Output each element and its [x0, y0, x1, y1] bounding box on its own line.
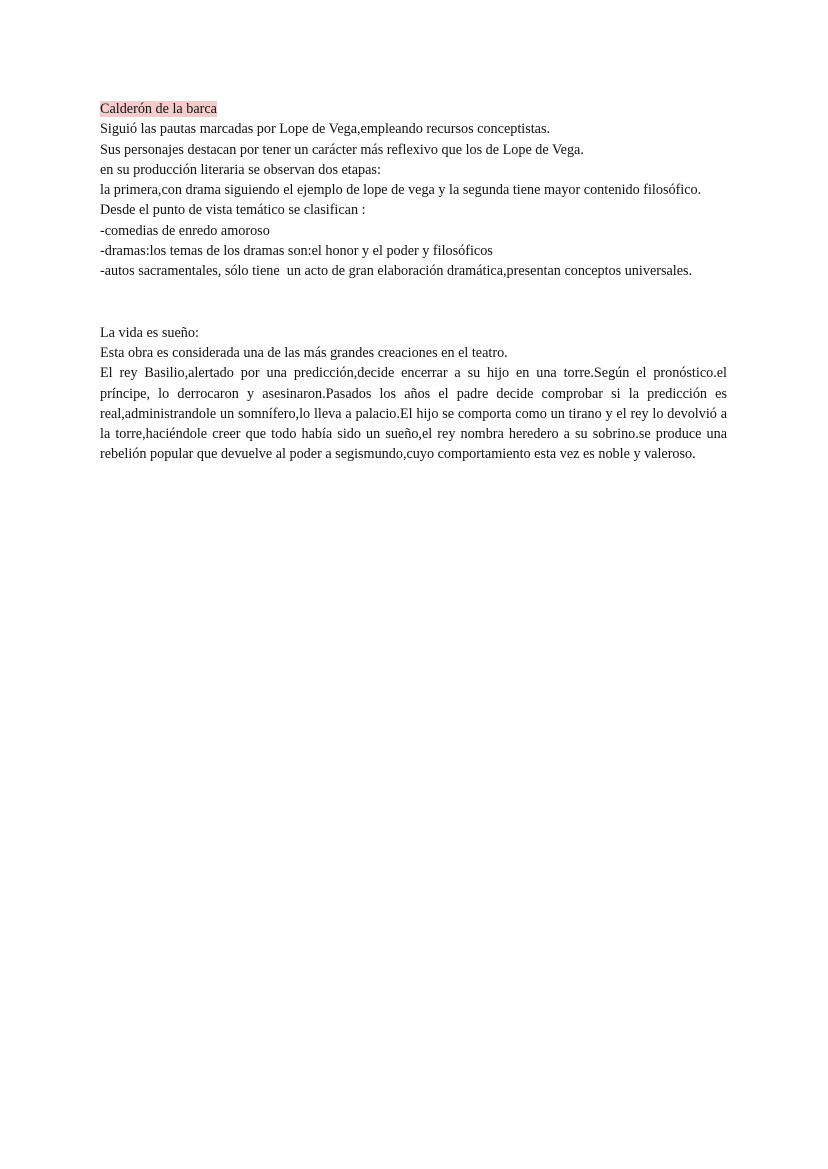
list-item: -autos sacramentales, sólo tiene un acto de gran elaboración dramática,presentan conceptos universales.: [100, 263, 693, 280]
list-item: -dramas:los temas de los dramas son:el honor y el poder y filosóficos: [100, 243, 493, 260]
text-paragraph: la primera,con drama siguiendo el ejemplo de lope de vega y la segunda tiene mayor contenido filosófico.: [100, 182, 702, 199]
section-title-vida-es-sueno: La vida es sueño:: [100, 324, 199, 341]
list-item: -comedias de enredo amoroso: [100, 222, 270, 239]
text-line: Sus personajes destacan por tener un carácter más reflexivo que los de Lope de Vega.: [100, 141, 584, 158]
section-title-calderon: Calderón de la barca: [100, 101, 217, 117]
text-line: Desde el punto de vista temático se clasifican :: [100, 202, 366, 219]
text-line: Esta obra es considerada una de las más grandes creaciones en el teatro.: [100, 344, 508, 361]
text-paragraph: El rey Basilio,alertado por una predicción,decide encerrar a su hijo en una torre.Según el pronóstico.el príncipe, lo derrocaron y asesinaron.Pasados los años el padre decide comprobar si la predicción es real,administrandole un somnífero,lo lleva a palacio.El hijo se comporta como un tirano y el rey lo devolvió a la torre,haciéndole creer que todo había sido un sueño,el rey nombra heredero a su sobrino.se produce una rebelión popular que devuelve al poder a segismundo,cuyo comportamiento esta vez es noble y valeroso.: [100, 365, 727, 463]
section-spacer: [100, 282, 727, 323]
section-vida-es-sueno: [100, 323, 727, 465]
document-page: [100, 99, 727, 465]
text-line: en su producción literaria se observan dos etapas:: [100, 161, 381, 178]
section-calderon: [100, 99, 727, 282]
text-line: Siguió las pautas marcadas por Lope de Vega,empleando recursos conceptistas.: [100, 121, 551, 138]
